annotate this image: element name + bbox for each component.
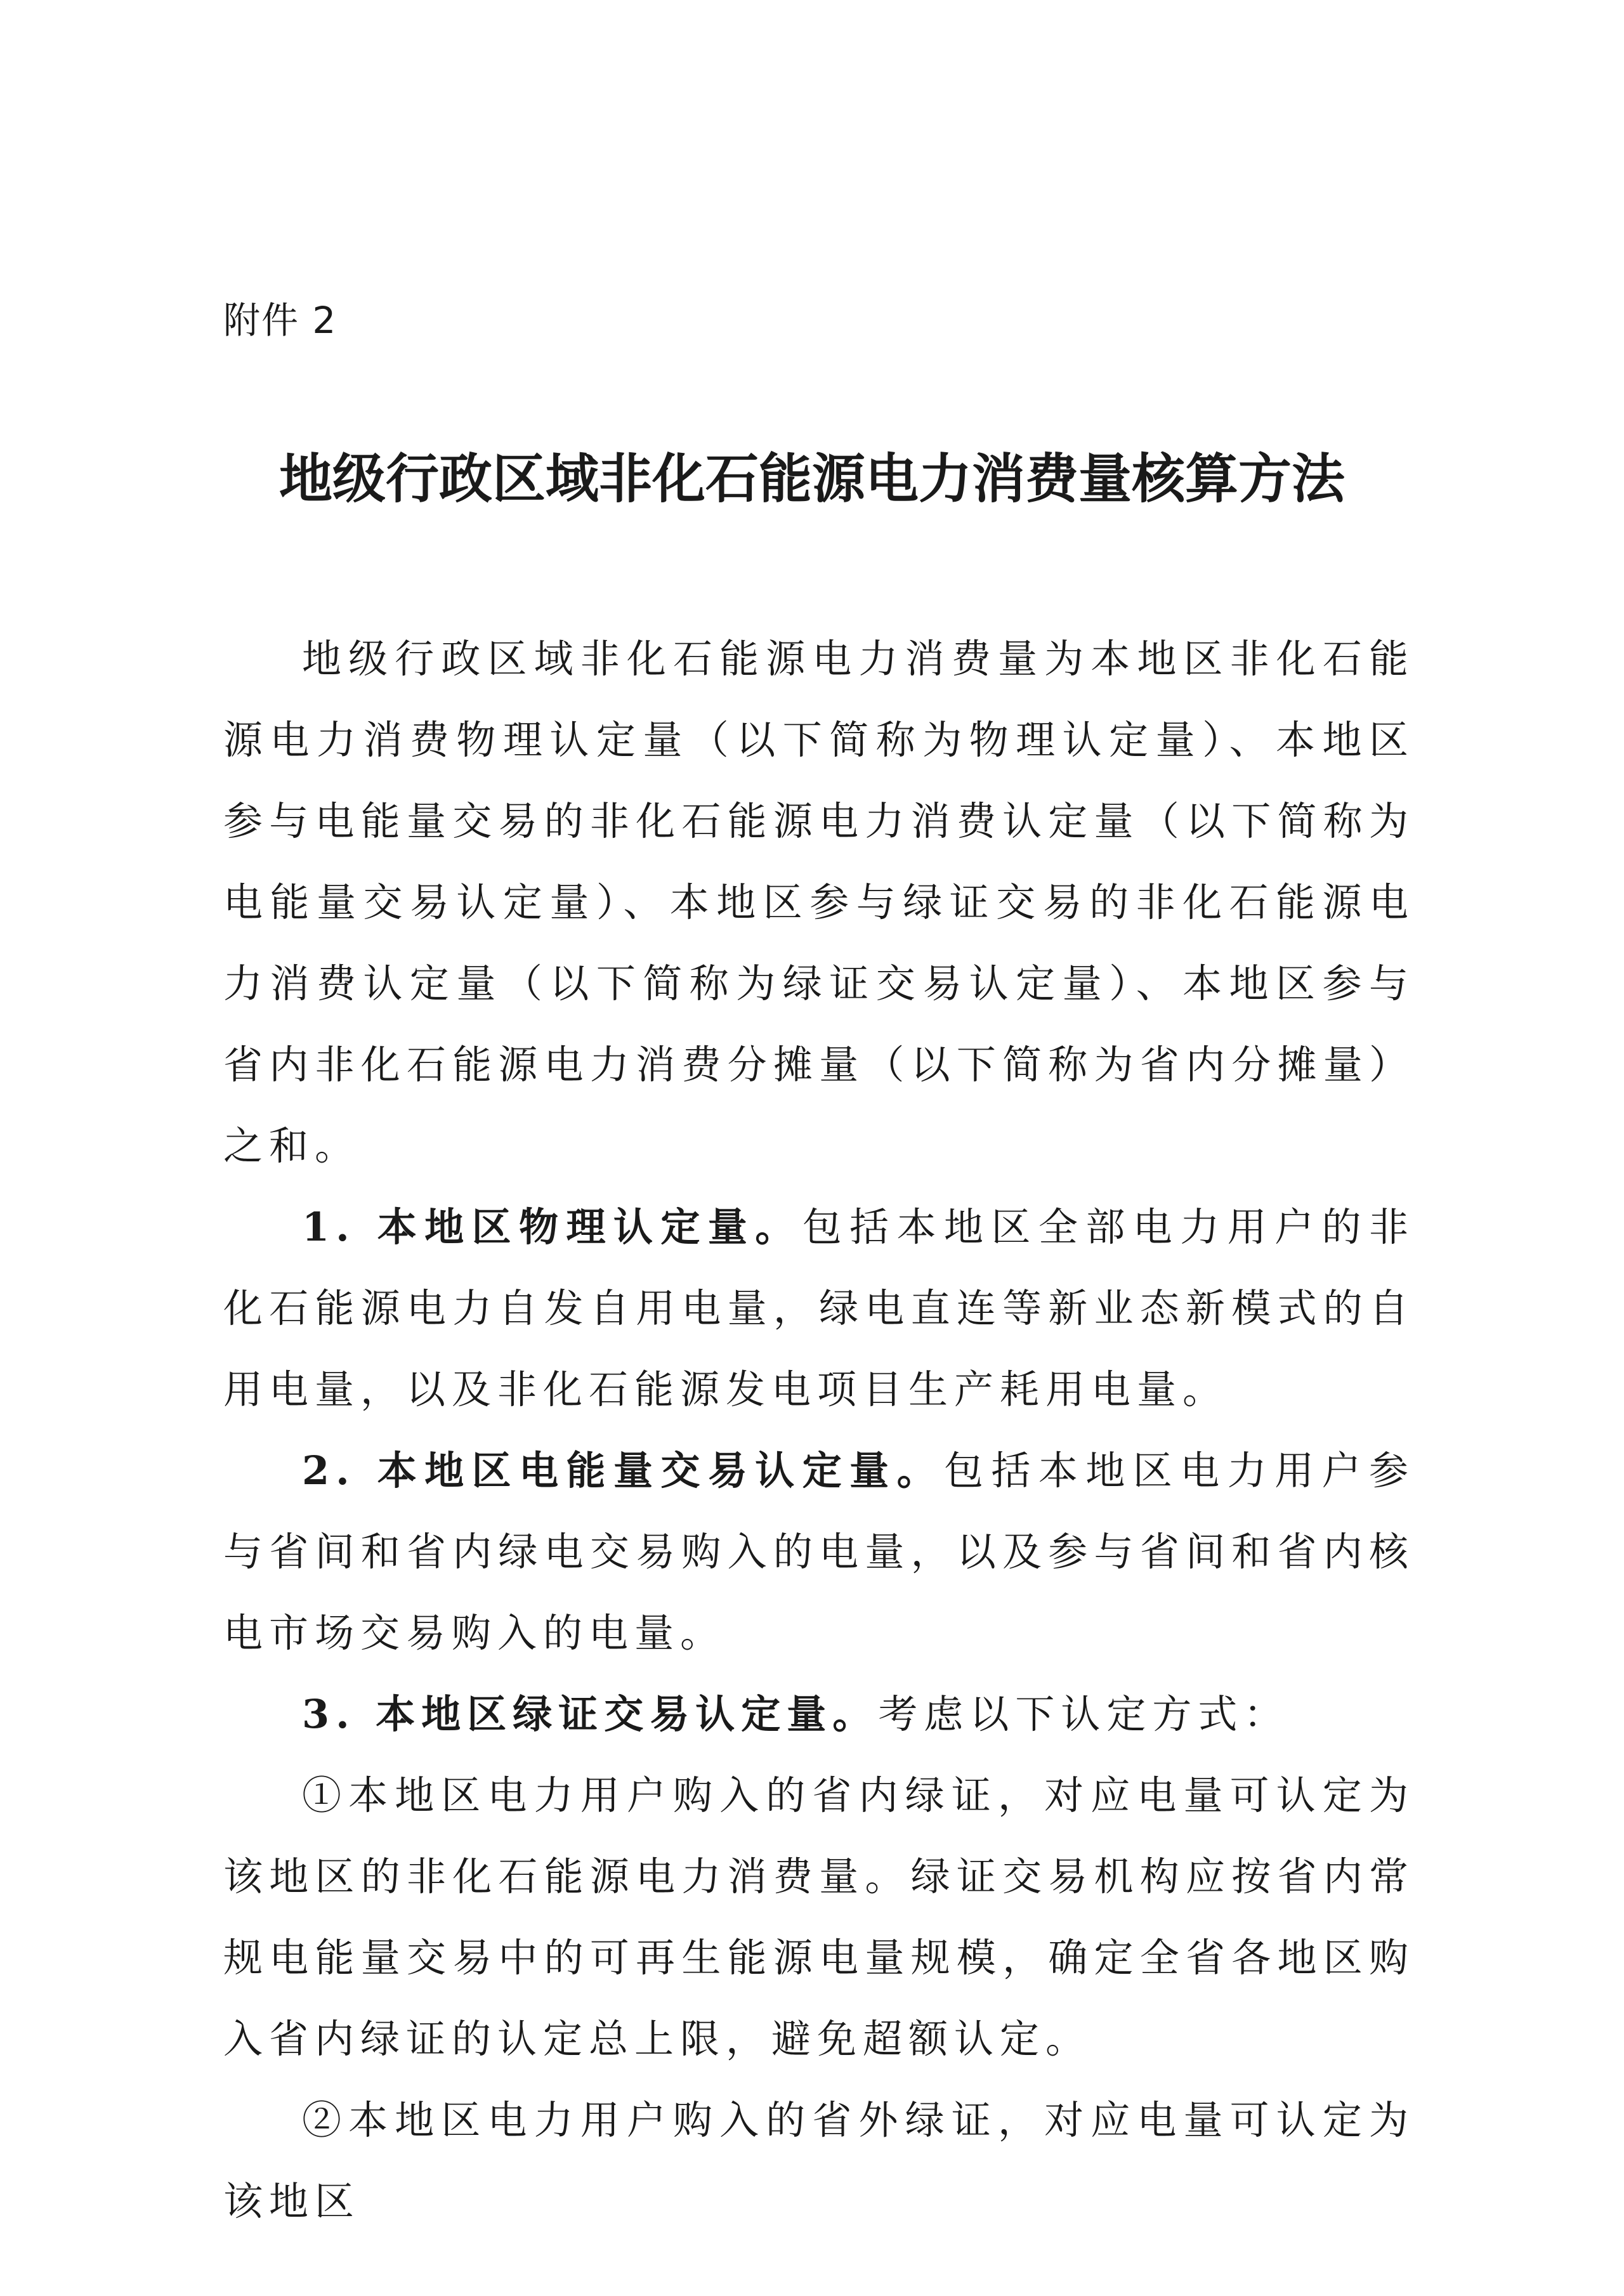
- document-body: [223, 618, 1415, 2242]
- sub-item-paragraph-2: ②本地区电力用户购入的省外绿证，对应电量可认定为该地区: [223, 2097, 1415, 2224]
- item-heading-1: 1. 本地区物理认定量。: [302, 1204, 802, 1250]
- item-paragraph-3: [223, 1674, 1415, 1755]
- attachment-label: 附件 2: [223, 299, 337, 342]
- item-text-2: 包括本地区电力用户参与省间和省内绿电交易购入的电量，以及参与省间和省内核电市场交易购入的电量。: [223, 1447, 1415, 1656]
- item-paragraph-1: [223, 1187, 1415, 1430]
- sub-item-paragraph-1: ①本地区电力用户购入的省内绿证，对应电量可认定为该地区的非化石能源电力消费量。绿证交易机构应按省内常规电能量交易中的可再生能源电量规模，确定全省各地区购入省内绿证的认定总上限，避免超额认定。: [223, 1772, 1415, 2062]
- item-text-3: 考虑以下认定方式：: [878, 1691, 1290, 1737]
- item-heading-3: 3. 本地区绿证交易认定量。: [302, 1691, 879, 1737]
- item-heading-2: 2. 本地区电能量交易认定量。: [302, 1447, 945, 1494]
- item-text-1: 包括本地区全部电力用户的非化石能源电力自发自用电量，绿电直连等新业态新模式的自用电量，以及非化石能源发电项目生产耗用电量。: [223, 1204, 1415, 1412]
- document-title: 地级行政区域非化石能源电力消费量核算方法: [278, 447, 1345, 510]
- item-paragraph-2: [223, 1430, 1415, 1674]
- intro-paragraph: 地级行政区域非化石能源电力消费量为本地区非化石能源电力消费物理认定量（以下简称为物理认定量）、本地区参与电能量交易的非化石能源电力消费认定量（以下简称为电能量交易认定量）、本地区参与绿证交易的非化石能源电力消费认定量（以下简称为绿证交易认定量）、本地区参与省内非化石能源电力消费分摊量（以下简称为省内分摊量）之和。: [223, 636, 1415, 1169]
